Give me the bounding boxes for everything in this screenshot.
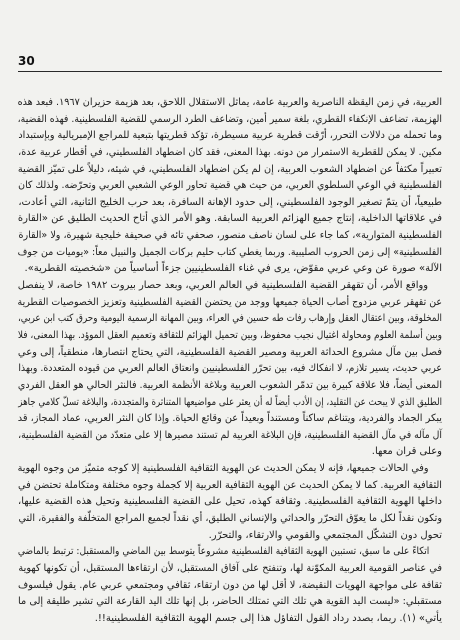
text-line: الفلسطينية في الوعي السلطوي العربي، من حيث هي قضية تحاور الوعي الشعبي العربي وتحرّضه. ولذلك كان — [18, 180, 443, 192]
text-line: الفلسطينية المتوارية»، كما جاء على لسان ناصف منصور، صحفي تائه في صحيفة خليجية شهيرة، ولا «القارة — [18, 230, 442, 242]
text-line: اتكاءً على ما سبق، تستبين الهوية الثقافية الفلسطينية مشروعاً يتوسط بين الماضي والمستقبل: ترتبط بالماضي — [17, 546, 430, 558]
text-line: آل مآله في مآل القضية الفلسطينية، فإن البلاغة العربية لم تستند مصيرها إلا على متعدّد من القضية الفلسطينية، — [18, 429, 443, 441]
text-line: وعلى قران معها. — [371, 446, 442, 458]
text-line: وواقع الأمر، أن تقهقر القضية الفلسطينية في العالم العربي، وبعد حصار بيروت ١٩٨٢ خاصة، لا ينفصل — [17, 280, 429, 292]
text-line: الفلسطينية» إلى زمن الحروب الصليبية. وربما يغطي كتاب حليم بركات الجميل والنبيل معاً: «يوميات من جوف — [17, 246, 442, 258]
text-line: في علاقاتها الداخلية، إنتاج جميع الهزائم العربية السابقة. وهو الأمر الذي أتاح الحديث الطليق عن «القارة — [17, 213, 442, 225]
text-line: فصل بين مآل مشروع الحداثة العربية ومصير القضية الفلسطينية، التي يحتاج انتصارها، منطقياً، إلى وعي — [17, 346, 442, 358]
page-number: 30 — [18, 54, 35, 68]
text-line: مكين. لا يمكن للقطرية الاستمرار من دونه. بهذا المعنى، فقد كان اضطهاد الفلسطيني، في أقطار عربية عدة، — [18, 146, 442, 158]
body-text — [18, 95, 442, 628]
text-line: يأتي» (١). ربما، بصدد رداد القول التفاؤل هذا إلى جسم الهوية الثقافية الفلسطينية!!. — [94, 612, 442, 624]
text-line: المعنى أيضاً، فلا علاقة كبيرة بين تدمّر الشعوب العربية وبلاغة الأنظمة العربية. فالنثر الحالي هو العقل الفردي — [17, 379, 443, 391]
text-line: وفي الحالات جميعها، فإنه لا يمكن الحديث عن الهوية الثقافية الفلسطينية إلا كوجه متميّز من وجوه الهوية — [17, 463, 429, 475]
text-line: تعبيراً مكثفاً عن اضطهاد الشعوب العربية، إن لم يكن اضطهاد الفلسطيني، في شيئه، دليلاً على تميّز القضية — [17, 163, 443, 175]
paragraph — [18, 461, 442, 544]
paragraph — [18, 95, 442, 278]
text-line: العربية، في زمن اليقظة الناصرية والعربية عامة، يماثل الاستقلال اللاحق، بعد هزيمة حزيران ١٩٦٧. فبعد هذه — [17, 97, 443, 108]
paragraph — [18, 278, 442, 461]
text-line: المخلوقة، وبين اعتقال العقل وإرهاب رفات طه حسين في العراء، وبين المهانة الرسمية اليومية وحرق كتب ابن عربي، — [17, 313, 442, 325]
text-line: عربي حديث، يسير تلازم، لا انفكاك فيه، بين تحرّر الفلسطينيين وانعتاق العالم العربي من قيوده المتعددة. وبهذا — [18, 363, 443, 375]
text-line: وما تحمله من دلالات التحرر، أرّقت قطرية عربية مسيطرة، تؤكد قطريتها بتبعية للمراجع الإمبريالية وبإستبداد — [18, 130, 442, 142]
text-line: داخلها الهوية الثقافية الفلسطينية. وثقافة كهذه، تحيل على القضية الفلسطينية وتحيل هذه القضية عليها، — [18, 496, 442, 508]
text-line: الطليق الذي لا يبحث عن التقليد، إن الأدب أيضاً له أن يعثر على مواضيعها المتناثرة والمتجددة، والبلاغة تسلّ كلامي جاهز — [18, 396, 442, 408]
text-line: طبيعياً، أن يتمّ تصغير الوجود الفلسطيني، إلى حدود الإهانة السافرة، بعد حرب الخليج الثانية، التي أعادت، — [18, 196, 442, 208]
header-rule — [18, 71, 442, 72]
text-line: وبين أسلمة العلوم ومحاولة اغتيال نجيب محفوظ، وبين تحميل الهزائم للثقافة وتعميم العقل الموؤد. بهذا المعنى، فلا — [17, 329, 443, 341]
text-line: مستقبلي: «ليست اليد القوية هي تلك التي تمتلك الحاضر، بل إنها تلك اليد القارعة التي تشير طليقة إلى ما — [18, 596, 442, 608]
text-line: عن تقهقر عربي مزدوج أصاب الحياة جميعها ووجد من يحتضن القضية الفلسطينية وتعزيز الخصوصيات القطرية — [17, 296, 443, 308]
text-line: تحول دون التشكّل المجتمعي والقومي والارتقاء، والتحرّر. — [208, 529, 442, 541]
text-line: وتكون نقداً لكل ما يعوّق التحرّر والحداثي والإنساني الطليق، أي نقداً لجميع المراجع المتخلّفة والفقيرة، التي — [18, 513, 443, 525]
paragraph — [18, 544, 442, 627]
text-line: في عناصر القومية العربية المكوّنة لها، وتنفتح على آفاق المستقبل، لأن ارتقاءها المستقبل، أن تكونها كهوية — [18, 562, 443, 574]
text-line: ثقافة على مواجهة الهويات النقيضة، لا أقل لها من دون ارتقاء، ثقافي ومجتمعي عربي عام. يقول فيلسوف — [18, 579, 442, 591]
text-line: يبكر الجماد والفردية، ويتناغم ساكناً ومستنداً وبعيداً عن وقائع الحياة. وإذا كان النثر العربي، عماد المجاز، قد — [17, 413, 442, 425]
text-line: الثقافية العربية. كما لا يمكن الحديث عن الهوية الثقافية العربية إلا كجملة وجوه مختلفة ومتكاملة تحتضن في — [18, 479, 442, 491]
text-line: الآلة» صورة عن وعي عربي مقوّض، يرى في غناء الفلسطينيين جزءاً أساسياً من «شخصيته القطرية». — [24, 263, 442, 275]
text-line: الهزيمة، تضاعف الإنكفاء القطري، بلغة سمير أمين، وتضاعف الطرد الرسمي للقضية الفلسطينية. فهذه القضية، — [17, 113, 442, 125]
